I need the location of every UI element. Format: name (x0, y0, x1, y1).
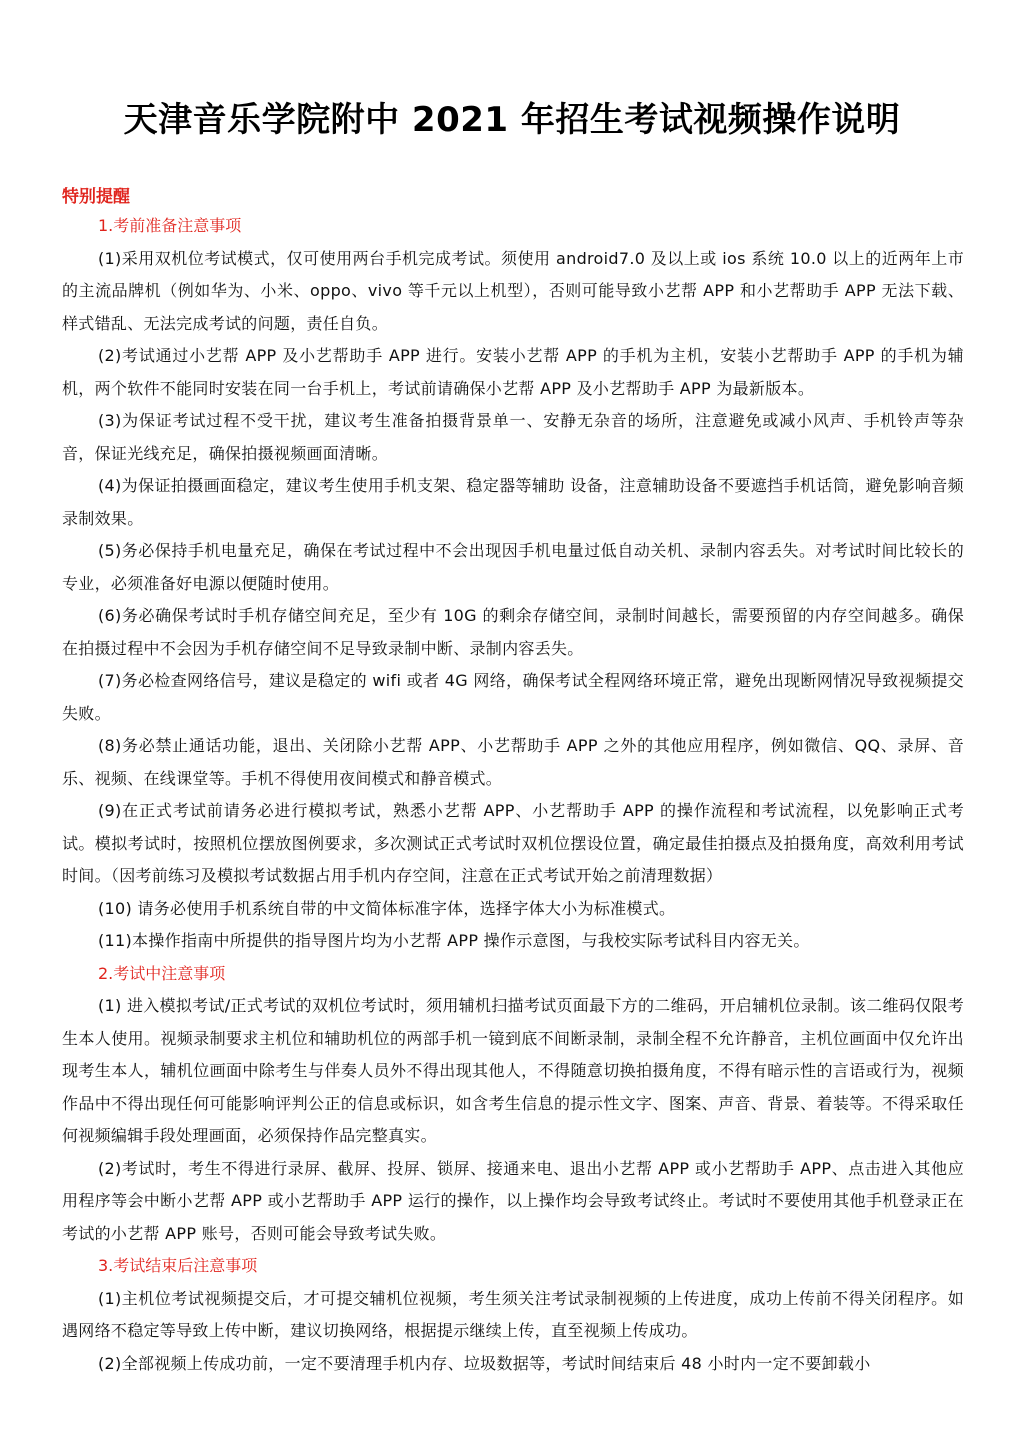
paragraph: (1)主机位考试视频提交后，才可提交辅机位视频，考生须关注考试录制视频的上传进度，成功上传前不得关闭程序。如遇网络不稳定等导致上传中断，建议切换网络，根据提示继续上传，直至视频上传成功。 (62, 1288, 964, 1340)
paragraph: (11)本操作指南中所提供的指导图片均为小艺帮 APP 操作示意图，与我校实际考试科目内容无关。 (98, 931, 810, 950)
special-notice-heading: 特别提醒 (62, 187, 130, 207)
paragraph: (10) 请务必使用手机系统自带的中文简体标准字体，选择字体大小为标准模式。 (98, 898, 676, 918)
paragraph: (6)务必确保考试时手机存储空间充足，至少有 10G 的剩余存储空间，录制时间越长，需要预留的内存空间越多。确保在拍摄过程中不会因为手机存储空间不足导致录制中断、录制内容丢失。 (62, 606, 964, 658)
section-heading-after: 3.考试结束后注意事项 (98, 1256, 258, 1275)
paragraph: (2)全部视频上传成功前，一定不要清理手机内存、垃圾数据等，考试时间结束后 48 小时内一定不要卸载小 (98, 1353, 871, 1373)
paragraph: (2)考试时，考生不得进行录屏、截屏、投屏、锁屏、接通来电、退出小艺帮 APP 或小艺帮助手 APP、点击进入其他应用程序等会中断小艺帮 APP 或小艺帮助手 APP 运行的操作，以上操作均会导致考试终止。考试时不要使用其他手机登录正在考试的小艺帮 APP 账号，否则可能会导致考试失败。 (62, 1158, 964, 1243)
paragraph: (5)务必保持手机电量充足，确保在考试过程中不会出现因手机电量过低自动关机、录制内容丢失。对考试时间比较长的专业，必须准备好电源以便随时使用。 (62, 541, 964, 593)
section-heading-during: 2.考试中注意事项 (98, 963, 226, 983)
section-heading-prep: 1.考前准备注意事项 (98, 216, 242, 235)
paragraph: (2)考试通过小艺帮 APP 及小艺帮助手 APP 进行。安装小艺帮 APP 的手机为主机，安装小艺帮助手 APP 的手机为辅机，两个软件不能同时安装在同一台手机上，考试前请确保小艺帮 APP 及小艺帮助手 APP 为最新版本。 (62, 346, 964, 398)
paragraph: (9)在正式考试前请务必进行模拟考试，熟悉小艺帮 APP、小艺帮助手 APP 的操作流程和考试流程，以免影响正式考试。模拟考试时，按照机位摆放图例要求，多次测试正式考试时双机位摆设位置，确定最佳拍摄点及拍摄角度，高效利用考试时间。（因考前练习及模拟考试数据占用手机内存空间，注意在正式考试开始之前清理数据） (62, 801, 964, 885)
paragraph: (4)为保证拍摄画面稳定，建议考生使用手机支架、稳定器等辅助 设备，注意辅助设备不要遮挡手机话筒，避免影响音频录制效果。 (62, 476, 964, 528)
document-title: 天津音乐学院附中 2021 年招生考试视频操作说明 (123, 100, 901, 140)
paragraph: (1)采用双机位考试模式，仅可使用两台手机完成考试。须使用 android7.0 及以上或 ios 系统 10.0 以上的近两年上市的主流品牌机（例如华为、小米、oppo、vivo 等千元以上机型），否则可能导致小艺帮 APP 和小艺帮助手 APP 无法下载、样式错乱、无法完成考试的问题，责任自负。 (62, 248, 964, 333)
document-body (62, 210, 964, 1380)
paragraph: (3)为保证考试过程不受干扰，建议考生准备拍摄背景单一、安静无杂音的场所，注意避免或减小风声、手机铃声等杂音，保证光线充足，确保拍摄视频画面清晰。 (62, 411, 964, 463)
paragraph: (1) 进入模拟考试/正式考试的双机位考试时，须用辅机扫描考试页面最下方的二维码，开启辅机位录制。该二维码仅限考生本人使用。视频录制要求主机位和辅助机位的两部手机一镜到底不间断录制，录制全程不允许静音，主机位画面中仅允许出现考生本人，辅机位画面中除考生与伴奏人员外不得出现其他人，不得随意切换拍摄角度，不得有暗示性的言语或行为，视频作品中不得出现任何可能影响评判公正的信息或标识，如含考生信息的提示性文字、图案、声音、背景、着装等。不得采取任何视频编辑手段处理画面，必须保持作品完整真实。 (62, 996, 964, 1145)
paragraph: (8)务必禁止通话功能，退出、关闭除小艺帮 APP、小艺帮助手 APP 之外的其他应用程序，例如微信、QQ、录屏、音乐、视频、在线课堂等。手机不得使用夜间模式和静音模式。 (62, 736, 964, 788)
paragraph: (7)务必检查网络信号，建议是稳定的 wifi 或者 4G 网络，确保考试全程网络环境正常，避免出现断网情况导致视频提交失败。 (62, 671, 964, 723)
